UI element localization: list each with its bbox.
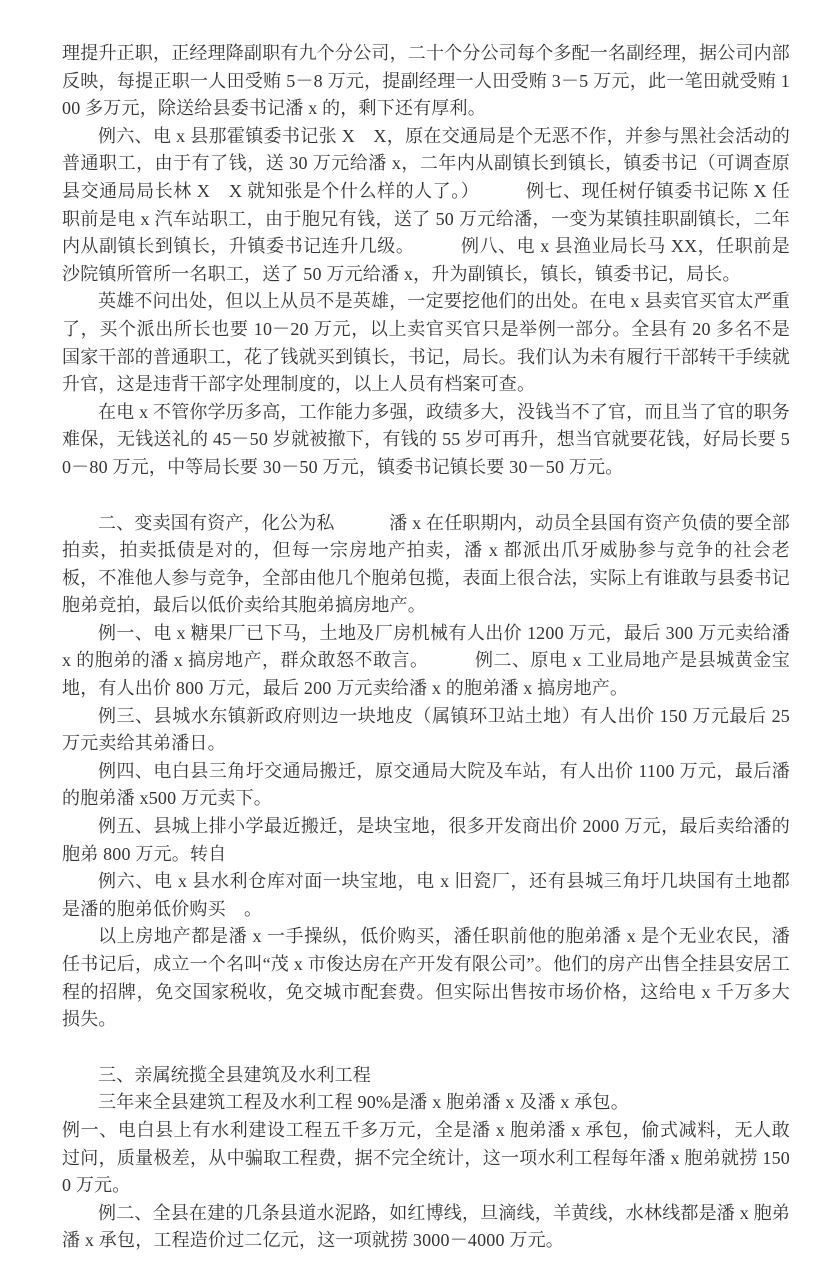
paragraph: 例六、电 x 县水利仓库对面一块宝地，电 x 旧瓷厂，还有县城三角圩几块国有土地都是潘的胞弟低价购买 。 [62,871,790,919]
paragraph: 在电 x 不管你学历多高，工作能力多强，政绩多大，没钱当不了官，而且当了官的职务难保，无钱送礼的 45－50 岁就被撤下，有钱的 55 岁可再升，想当官就要花钱，好局长要 50－80 万元，中等局长要 30－50 万元，镇委书记镇长要 30－50 万元。 [62,401,790,477]
paragraph: 例五、县城上排小学最近搬迁，是块宝地，很多开发商出价 2000 万元，最后卖给潘的胞弟 800 万元。转自 [62,816,790,864]
document-body [62,40,790,1255]
paragraph: 理提升正职，正经理降副职有九个分公司，二十个分公司每个多配一名副经理，据公司内部反映，每提正职一人田受贿 5－8 万元，提副经理一人田受贿 3－5 万元，此一笔田就受贿 100 多万元，除送给县委书记潘 x 的，剩下还有厚利。 [62,43,790,119]
paragraph: 例六、电 x 县那霍镇委书记张 X X，原在交通局是个无恶不作，并参与黑社会活动的普通职工，由于有了钱，送 30 万元给潘 x，二年内从副镇长到镇长，镇委书记（可调查原县交通局局长林 X X 就知张是个什么样的人了。） 例七、现任树仔镇委书记陈 X 任职前是电 x 汽车站职工，由于胞兄有钱，送了 50 万元给潘，一变为某镇挂职副镇长，二年内从副镇长到镇长，升镇委书记连升几级。 例八、电 x 县渔业局长马 XX，任职前是沙院镇所管所一名职工，送了 50 万元给潘 x，升为副镇长，镇长，镇委书记，局长。 [62,125,790,284]
paragraph: 例四、电白县三角圩交通局搬迁，原交通局大院及车站，有人出价 1100 万元，最后潘的胞弟潘 x500 万元卖下。 [62,760,790,809]
paragraph: 以上房地产都是潘 x 一手操纵，低价购买，潘任职前他的胞弟潘 x 是个无业农民，潘任书记后，成立一个名叫“茂 x 市俊达房在产开发有限公司”。他们的房产出售全挂县安居工程的招牌，免交国家税收，免交城市配套费。但实际出售按市场价格，这给电 x 千万多大损失。 [62,926,790,1030]
paragraph: 例一、电 x 糖果厂已下马，土地及厂房机械有人出价 1200 万元，最后 300 万元卖给潘 x 的胞弟的潘 x 搞房地产，群众敢怒不敢言。 例二、原电 x 工业局地产是县城黄金宝地，有人出价 800 万元，最后 200 万元卖给潘 x 的胞弟潘 x 搞房地产。 [62,622,790,699]
paragraph: 例一、电白县上有水利建设工程五千多万元，全是潘 x 胞弟潘 x 承包，偷式减料，无人敢过问，质量极差，从中骗取工程费，据不完全统计，这一项水利工程每年潘 x 胞弟就捞 1500 万元。 [62,1119,790,1196]
section-paragraph: 二、变卖国有资产，化公为私 潘 x 在任职期内，动员全县国有资产负债的要全部拍卖，拍卖抵债是对的，但每一宗房地产拍卖，潘 x 都派出爪牙威胁参与竞争的社会老板，不准他人参与竞争，全部由他几个胞弟包揽，表面上很合法，实际上有谁敢与县委书记胞弟竞拍，最后以低价卖给其胞弟搞房地产。 [62,512,790,616]
paragraph: 三年来全县建筑工程及水利工程 90%是潘 x 胞弟潘 x 及潘 x 承包。 [98,1092,629,1113]
paragraph: 例三、县城水东镇新政府则边一块地皮（属镇环卫站土地）有人出价 150 万元最后 25 万元卖给其弟潘日。 [62,705,790,754]
paragraph: 例二、全县在建的几条县道水泥路，如红博线，旦滴线，羊黄线，水林线都是潘 x 胞弟潘 x 承包，工程造价过二亿元，这一项就捞 3000－4000 万元。 [62,1202,790,1251]
section-paragraph: 三、亲属统揽全县建筑及水利工程 [98,1064,371,1085]
paragraph: 英雄不问出处，但以上从员不是英雄，一定要挖他们的出处。在电 x 县卖官买官太严重了，买个派出所长也要 10－20 万元，以上卖官买官只是举例一部分。全县有 20 多名不是国家干部的普通职工，花了钱就买到镇长，书记，局长。我们认为未有履行干部转干手续就升官，这是违背干部字处理制度的，以上人员有档案可查。 [62,291,790,395]
